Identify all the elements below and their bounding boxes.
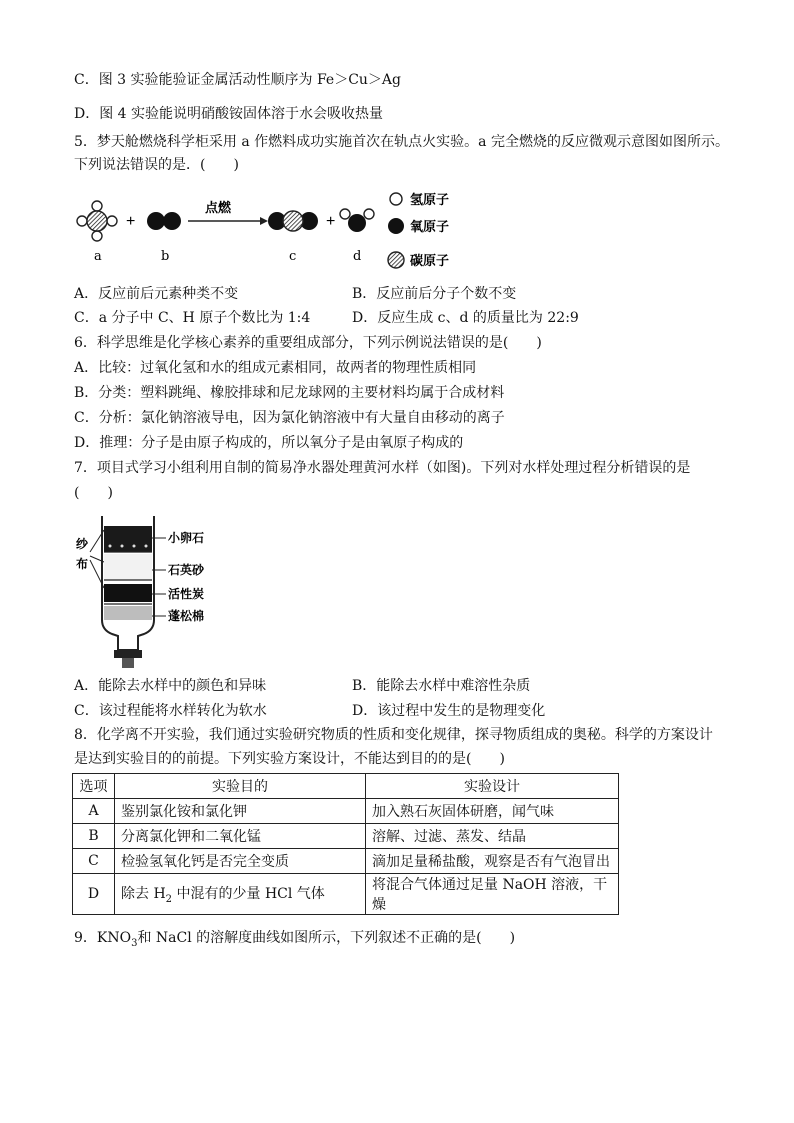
q4-option-c: C．图 3 实验能验证金属活动性顺序为 Fe＞Cu＞Ag	[74, 72, 402, 88]
cotton-layer	[104, 606, 152, 620]
legend-oxygen	[388, 218, 449, 235]
q5-options-row-1	[74, 284, 634, 304]
table-row	[73, 824, 619, 849]
q6-stem: 6．科学思维是化学核心素养的重要组成部分，下列示例说法错误的是( )	[74, 335, 542, 351]
reaction-molecule-diagram	[70, 188, 470, 272]
q9-stem	[74, 928, 515, 954]
q7-option-a: A．能除去水样中的颜色和异味	[74, 678, 267, 694]
gauze-label-2: 布	[76, 557, 89, 571]
svg-text:氧原子: 氧原子	[410, 220, 450, 235]
header-design: 实验设计	[366, 774, 619, 799]
legend-carbon	[388, 252, 449, 269]
row-design: 将混合气体通过足量 NaOH 溶液，干燥	[366, 874, 619, 915]
q9-stem-pre: 9．KNO	[74, 930, 132, 946]
q5-option-b: B．反应前后分子个数不变	[352, 286, 517, 302]
molecule-c	[268, 211, 318, 231]
header-purpose: 实验目的	[115, 774, 366, 799]
row-purpose: 鉴别氯化铵和氯化钾	[115, 799, 366, 824]
label-a: a	[94, 249, 102, 264]
q8-stem-line-2: 是达到实验目的的前提。下列实验方案设计，不能达到目的的是( )	[74, 751, 505, 767]
row-option: C	[73, 849, 115, 874]
q7-options-row-2	[74, 701, 634, 721]
q5-option-c: C．a 分子中 C、H 原子个数比为 1:4	[74, 310, 311, 326]
row-design: 溶解、过滤、蒸发、结晶	[366, 824, 619, 849]
q5-stem-line-2: 下列说法错误的是．( )	[74, 157, 239, 173]
header-option: 选项	[73, 774, 115, 799]
table-row	[73, 799, 619, 824]
layer-label-cotton: 蓬松棉	[168, 609, 205, 623]
layer-label-carbon: 活性炭	[168, 587, 205, 601]
table-row	[73, 874, 619, 915]
activated-carbon-layer	[104, 584, 152, 602]
q8-stem-line-1: 8．化学离不开实验，我们通过实验研究物质的性质和变化规律，探寻物质组成的奥秘。科学的方案设计	[74, 727, 713, 743]
q7-option-b: B．能除去水样中难溶性杂质	[352, 678, 531, 694]
row-option: D	[73, 874, 115, 915]
plus-sign-1: +	[126, 213, 136, 230]
q9-stem-post: 和 NaCl 的溶解度曲线如图所示，下列叙述不正确的是( )	[137, 930, 516, 946]
gauze-label-1: 纱	[76, 537, 89, 551]
row-option: B	[73, 824, 115, 849]
row-purpose	[115, 874, 366, 915]
pebble-layer	[104, 526, 152, 552]
q7-option-d: D．该过程中发生的是物理变化	[352, 703, 546, 719]
ignite-label: 点燃	[205, 201, 232, 216]
purpose-subscript: 2	[165, 893, 173, 905]
q6-option-a: A．比较：过氧化氢和水的组成元素相同，故两者的物理性质相同	[74, 360, 477, 376]
label-b: b	[161, 249, 170, 264]
layer-label-pebbles: 小卵石	[168, 531, 205, 545]
row-design: 滴加足量稀盐酸，观察是否有气泡冒出	[366, 849, 619, 874]
water-filter-diagram	[74, 512, 234, 670]
legend-hydrogen	[390, 192, 449, 208]
row-design: 加入熟石灰固体研磨，闻气味	[366, 799, 619, 824]
q7-option-c: C．该过程能将水样转化为软水	[74, 703, 267, 719]
svg-text:氢原子: 氢原子	[410, 193, 450, 208]
purpose-post: 中混有的少量 HCl 气体	[172, 886, 325, 903]
q7-stem-line-1: 7．项目式学习小组利用自制的简易净水器处理黄河水样（如图)。下列对水样处理过程分析错误的是	[74, 460, 691, 476]
svg-text:碳原子: 碳原子	[410, 254, 450, 269]
quartz-sand-layer	[104, 554, 152, 580]
reaction-arrow-head	[260, 217, 268, 225]
table-row	[73, 849, 619, 874]
row-purpose: 分离氯化钾和二氧化锰	[115, 824, 366, 849]
q6-option-d: D．推理：分子是由原子构成的，所以氧分子是由氧原子构成的	[74, 435, 464, 451]
molecule-d	[340, 209, 374, 232]
table-header-row	[73, 774, 619, 799]
experiment-table	[72, 773, 619, 915]
plus-sign-2: +	[326, 213, 336, 230]
row-purpose: 检验氢氧化钙是否完全变质	[115, 849, 366, 874]
q5-option-d: D．反应生成 c、d 的质量比为 22:9	[352, 310, 579, 326]
q6-option-c: C．分析：氯化钠溶液导电，因为氯化钠溶液中有大量自由移动的离子	[74, 410, 505, 426]
q9-stem-subscript: 3	[131, 937, 138, 949]
molecule-b	[147, 212, 181, 230]
layer-label-quartz: 石英砂	[168, 563, 205, 577]
q5-options-row-2	[74, 308, 634, 328]
purpose-pre: 除去 H	[121, 886, 166, 903]
label-c: c	[289, 249, 297, 264]
q7-options-row-1	[74, 676, 634, 696]
molecule-a	[77, 201, 117, 241]
row-option: A	[73, 799, 115, 824]
q5-stem-line-1: 5．梦天舱燃烧科学柜采用 a 作燃料成功实施首次在轨点火实验。a 完全燃烧的反应微观示意图如图所示。	[74, 134, 729, 150]
q4-option-d: D．图 4 实验能说明硝酸铵固体溶于水会吸收热量	[74, 106, 384, 122]
q7-stem-line-2: ( )	[74, 485, 113, 501]
q6-option-b: B．分类：塑料跳绳、橡胶排球和尼龙球网的主要材料均属于合成材料	[74, 385, 505, 401]
label-d: d	[353, 249, 362, 264]
q5-option-a: A．反应前后元素种类不变	[74, 286, 239, 302]
